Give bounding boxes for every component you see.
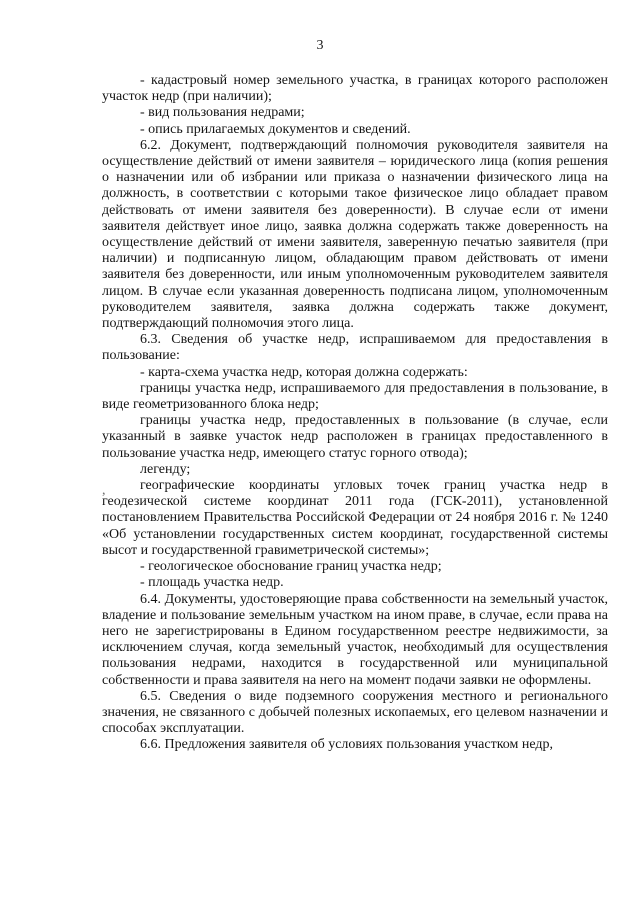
paragraph-coordinates: географические координаты угловых точек границ участка недр в геодезической системе координат 2011 года (ГСК-2011), установленной постановлением Правительства Российской Федерации от 24 ноября 2016 г. № 1240 «Об установлении государственных систем координат, государственной системы высот и государственной гравиметрической системы»; — [102, 478, 608, 558]
paragraph-inventory: - опись прилагаемых документов и сведений. — [140, 121, 411, 137]
paragraph-6-3: 6.3. Сведения об участке недр, испрашиваемом для предоставления в пользование: — [102, 332, 608, 364]
paragraph-map-scheme: - карта-схема участка недр, которая должна содержать: — [140, 364, 468, 380]
paragraph-legend: легенду; — [140, 461, 191, 477]
paragraph-geological-justification: - геологическое обоснование границ участка недр; — [140, 559, 442, 575]
paragraph-6-6: 6.6. Предложения заявителя об условиях пользования участком недр, — [140, 737, 554, 753]
scan-mark: , — [102, 483, 106, 498]
paragraph-boundaries-requested: границы участка недр, испрашиваемого для предоставления в пользование, в виде геометризованного блока недр; — [102, 380, 608, 413]
page-number: 3 — [316, 38, 324, 53]
paragraph-6-4: 6.4. Документы, удостоверяющие права собственности на земельный участок, владение и пользование земельным участком на ином праве, в случае, если права на него не зарегистрированы в Едином государственном реестре недвижимости, за исключением случая, когда земельный участок, необходимый для осуществления пользования недрами, находится в государственной или муниципальной собственности и права заявителя на него на момент подачи заявки не оформлены. — [102, 591, 608, 688]
paragraph-6-2: 6.2. Документ, подтверждающий полномочия руководителя заявителя на осуществление действий от имени заявителя – юридического лица (копия решения о назначении или об избрании или приказа о назначении физического лица на должность, в соответствии с которыми такое физическое лицо обладает правом действовать от имени заявителя без доверенности). В случае если от имени заявителя действует иное лицо, заявка должна содержать также доверенность на осуществление действий от имени заявителя, заверенную печатью заявителя (при наличии) и подписанную лицом, обладающим правом действовать от имени заявителя без доверенности, или иным уполномоченным руководителем заявителя лицом. В случае если указанная доверенность подписана лицом, уполномоченным руководителем заявителя, заявка должна содержать также документ, подтверждающий полномочия этого лица. — [102, 137, 608, 332]
paragraph-6-5: 6.5. Сведения о виде подземного сооружения местного и регионального значения, не связанного с добычей полезных ископаемых, его целевом назначении и способах эксплуатации. — [102, 688, 608, 737]
paragraph-area: - площадь участка недр. — [140, 575, 284, 591]
paragraph-boundaries-provided: границы участка недр, предоставленных в пользование (в случае, если указанный в заявке участок недр расположен в границах предоставленного в пользование участка недр, имеющего статус горного отвода); — [102, 413, 608, 461]
paragraph-cadastral-number: - кадастровый номер земельного участка, в границах которого расположен участок недр (при наличии); — [102, 73, 608, 105]
document-body — [102, 73, 608, 754]
paragraph-subsoil-use-type: - вид пользования недрами; — [140, 105, 305, 121]
